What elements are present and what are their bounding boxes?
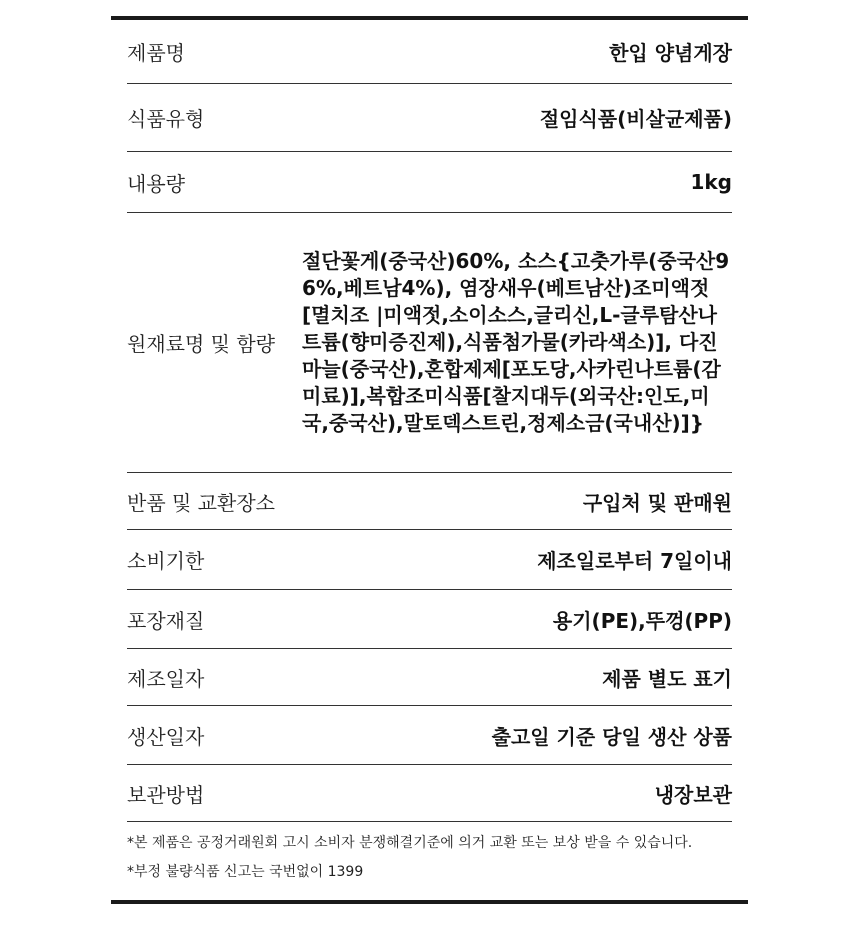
value-storage: 냉장보관 [654,782,732,807]
value-net-content: 1kg [690,170,732,194]
row-food-type [127,84,732,152]
value-product-name: 한입 양념게장 [609,41,732,65]
product-info-table [127,20,732,822]
value-ingredients: 절단꽃게(중국산)60%, 소스{고춧가루(중국산96%,베트남4%), 염장새우(베트남산)조미액젓[멸치조 |미액젓,소이소스,글리신,L-글루탐산나트륨(향미증진제),식품첨가물(카라색소)], 다진마늘(중국산),혼합제제[포도당,사카린나트륨(감미료)],복합조미식품[찰지대두(외국산:인도,미국,중국산),말토덱스트린,정제소금(국내산)]} [302,249,730,435]
label-packaging: 포장재질 [127,608,205,633]
label-return-place: 반품 및 교환장소 [127,490,275,515]
value-manufacture-date: 제품 별도 표기 [602,666,732,691]
label-storage: 보관방법 [127,782,205,807]
bottom-rule [111,900,748,904]
value-packaging: 용기(PE),뚜껑(PP) [552,608,732,633]
label-manufacture-date: 제조일자 [127,666,205,691]
label-food-type: 식품유형 [127,107,205,131]
value-food-type: 절임식품(비살균제품) [539,107,732,131]
row-production-date [127,706,732,765]
row-expiry [127,530,732,590]
label-ingredients: 원재료명 및 함량 [127,332,275,356]
label-expiry: 소비기한 [127,549,205,573]
footnote-report-hotline: *부정 불량식품 신고는 국번없이 1399 [127,864,364,880]
footnotes [127,832,737,890]
footnote-exchange-policy: *본 제품은 공정거래원회 고시 소비자 분쟁해결기준에 의거 교환 또는 보상 받을 수 있습니다. [127,835,693,851]
row-ingredients [127,213,732,473]
row-return-place [127,473,732,530]
label-net-content: 내용량 [127,171,185,196]
value-production-date: 출고일 기준 당일 생산 상품 [491,724,732,749]
row-packaging [127,590,732,649]
row-product-name [127,20,732,84]
row-manufacture-date [127,649,732,706]
row-storage [127,765,732,822]
label-product-name: 제품명 [127,41,185,65]
value-return-place: 구입처 및 판매원 [582,490,732,515]
row-net-content [127,152,732,213]
value-expiry: 제조일로부터 7일이내 [537,549,732,573]
label-production-date: 생산일자 [127,724,205,749]
